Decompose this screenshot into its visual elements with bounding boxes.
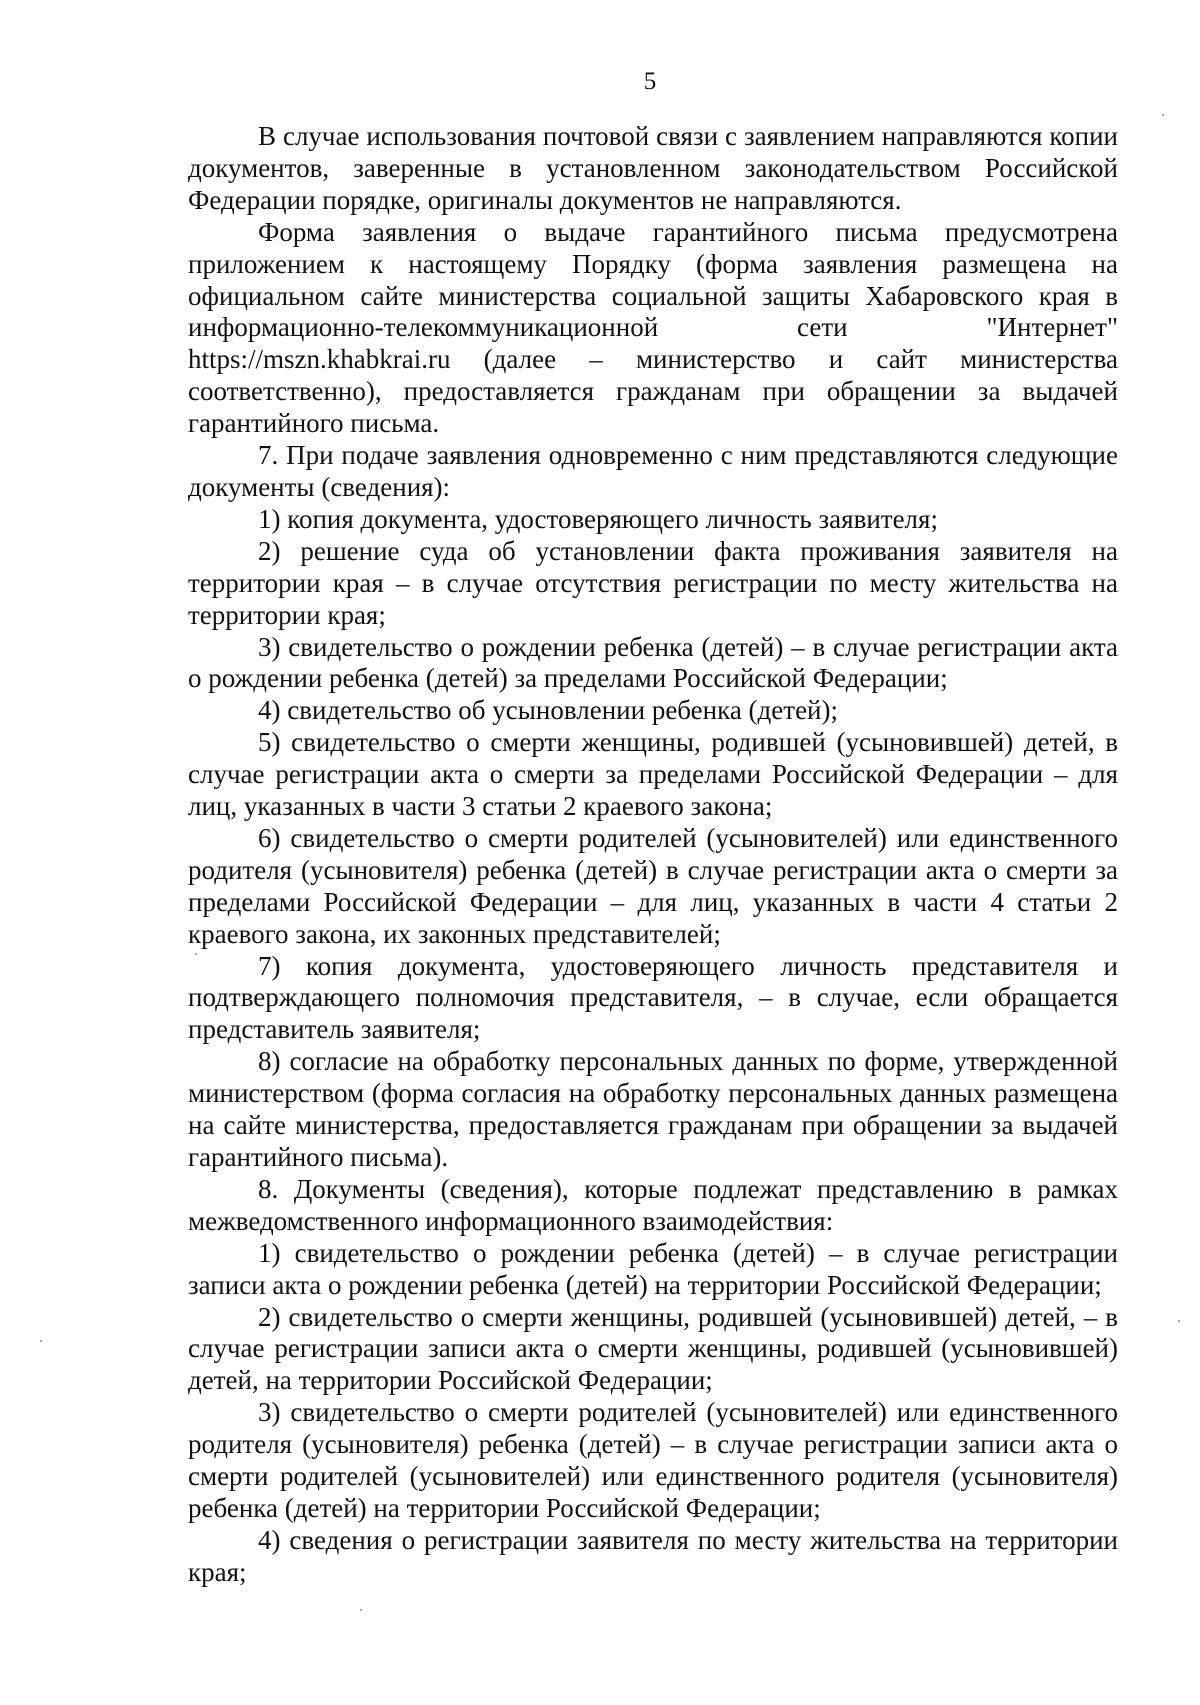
- page-number: 5: [643, 68, 657, 95]
- scan-speck: [40, 1340, 42, 1342]
- list-item-8-4: 4) сведения о регистрации заявителя по месту жительства на территории края;: [188, 1524, 1118, 1587]
- paragraph-application-form: Форма заявления о выдаче гарантийного письма предусмотрена приложением к настоящему Порядку (форма заявления размещена на официальном сайте министерства социальной защиты Хабаровского края в информационно-телекоммуникационной сети "Интернет" https://mszn.khabkrai.ru (далее – министерство и сайт министерства соответственно), предоставляется гражданам при обращении за выдачей гарантийного письма.: [188, 216, 1118, 439]
- scan-speck: [360, 1609, 362, 1611]
- scan-speck: [1162, 114, 1164, 116]
- paragraph-postal-copies: В случае использования почтовой связи с заявлением направляются копии документов, заверенные в установленном законодательством Российской Федерации порядке, оригиналы документов не направляются.: [188, 121, 1118, 215]
- scan-speck: [195, 953, 197, 955]
- list-item-7-3: 3) свидетельство о рождении ребенка (детей) – в случае регистрации акта о рождении ребенка (детей) за пределами Российской Федерации;: [188, 631, 1118, 694]
- list-item-7-2: 2) решение суда об установлении факта проживания заявителя на территории края – в случае отсутствия регистрации по месту жительства на территории края;: [188, 535, 1118, 630]
- list-item-7-1: 1) копия документа, удостоверяющего личность заявителя;: [258, 503, 938, 534]
- paragraph-section-7-intro: 7. При подаче заявления одновременно с ним представляются следующие документы (сведения):: [188, 440, 1118, 502]
- list-item-7-5: 5) свидетельство о смерти женщины, родившей (усыновившей) детей, в случае регистрации акта о смерти за пределами Российской Федерации – для лиц, указанных в части 3 статьи 2 краевого закона;: [188, 727, 1118, 822]
- list-item-8-2: 2) свидетельство о смерти женщины, родившей (усыновившей) детей, – в случае регистрации записи акта о смерти женщины, родившей (усыновившей) детей, на территории Российской Федерации;: [188, 1301, 1118, 1396]
- scan-speck: [1178, 1320, 1180, 1322]
- document-body: [188, 121, 1118, 1589]
- list-item-7-7: 7) копия документа, удостоверяющего личность представителя и подтверждающего полномочия представителя, – в случае, если обращается представитель заявителя;: [188, 950, 1118, 1045]
- list-item-8-1: 1) свидетельство о рождении ребенка (детей) – в случае регистрации записи акта о рождении ребенка (детей) на территории Российской Федерации;: [188, 1237, 1118, 1300]
- list-item-7-8: 8) согласие на обработку персональных данных по форме, утвержденной министерством (форма согласия на обработку персональных данных размещена на сайте министерства, предоставляется гражданам при обращении за выдачей гарантийного письма).: [188, 1046, 1118, 1172]
- list-item-7-6: 6) свидетельство о смерти родителей (усыновителей) или единственного родителя (усыновителя) ребенка (детей) в случае регистрации акта о смерти за пределами Российской Федерации – для лиц, указанных в части 4 статьи 2 краевого закона, их законных представителей;: [188, 822, 1118, 949]
- list-item-7-4: 4) свидетельство об усыновлении ребенка (детей);: [258, 695, 838, 726]
- paragraph-section-8-intro: 8. Документы (сведения), которые подлежат представлению в рамках межведомственного информационного взаимодействия:: [188, 1173, 1118, 1236]
- list-item-8-3: 3) свидетельство о смерти родителей (усыновителей) или единственного родителя (усыновителя) ребенка (детей) – в случае регистрации записи акта о смерти родителей (усыновителей) или единственного родителя (усыновителя) ребенка (детей) на территории Российской Федерации;: [188, 1397, 1118, 1523]
